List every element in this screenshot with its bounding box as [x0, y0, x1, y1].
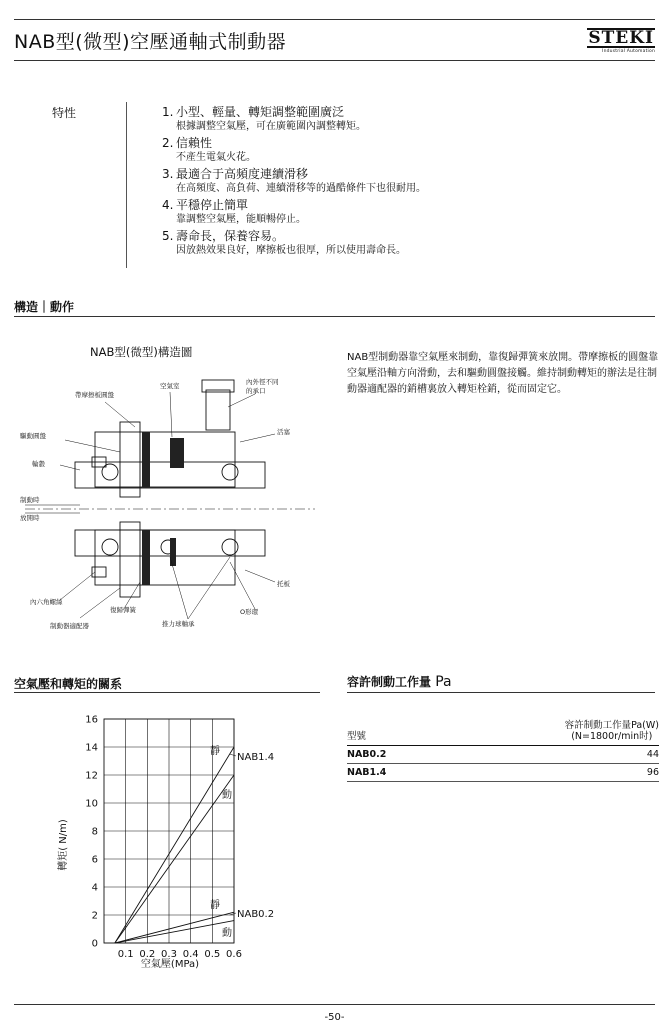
- workload-table: [347, 720, 659, 782]
- friction-plate-lower: [142, 530, 150, 585]
- structure-diagram: [20, 362, 320, 642]
- label-hex-bolt: 內六角螺絲: [30, 598, 63, 606]
- feature-desc: 不產生電氣火花。: [176, 152, 256, 163]
- feature-item: [162, 228, 632, 258]
- label-adapter: 制動器適配器: [50, 622, 89, 630]
- bearing-lower-left: [102, 539, 118, 555]
- chart-section-title: 空氣壓和轉矩的關系: [14, 677, 123, 691]
- feature-title: 小型、輕量、轉矩調整範圍廣泛: [176, 105, 345, 119]
- chart-ylabel: 轉矩( N/m): [58, 819, 69, 871]
- air-port-fitting: [206, 390, 230, 430]
- feature-item: [162, 104, 632, 134]
- header-rule-top: [14, 19, 655, 20]
- drive-disc-lower: [120, 522, 140, 597]
- annotation-nab14: NAB1.4: [237, 752, 275, 763]
- label-thrust-bearing: 推力球軸承: [162, 620, 195, 628]
- structure-section-rule: [14, 316, 655, 317]
- feature-item: [162, 197, 632, 227]
- features-list: [162, 104, 632, 259]
- chart-lines: [115, 747, 236, 943]
- piston-lower: [170, 538, 176, 566]
- x-tick-label: 0.4: [182, 949, 199, 960]
- feature-item: [162, 135, 632, 165]
- row-value: 44: [646, 749, 659, 760]
- label-port-line1: 內外徑不同: [246, 378, 279, 386]
- structure-section-title: 構造｜動作: [14, 300, 75, 314]
- label-braking: 制動時: [20, 496, 40, 504]
- feature-desc: 在高頻度、高負荷、連續滑移等的過酷條件下也很耐用。: [176, 183, 426, 194]
- hex-bolt-lower: [92, 567, 106, 577]
- table-row: [347, 764, 659, 782]
- feature-number: 3.: [162, 167, 174, 181]
- workload-title: 容許制動工作量: [347, 675, 432, 689]
- y-tick-label: 14: [85, 742, 98, 754]
- workload-unit: Pa: [435, 674, 452, 690]
- row-model: NAB0.2: [347, 749, 387, 760]
- feature-title: 最適合于高頻度連續滑移: [176, 167, 309, 181]
- annotation-static-nab14: 靜: [210, 746, 220, 757]
- feature-desc: 根據調整空氣壓，可在廣範圍內調整轉矩。: [176, 121, 366, 132]
- table-header: [347, 720, 659, 746]
- series-line: [115, 912, 234, 943]
- x-tick-label: 0.6: [226, 949, 242, 960]
- row-model: NAB1.4: [347, 767, 387, 778]
- footer-rule: [14, 1004, 655, 1005]
- piston-upper: [170, 438, 184, 468]
- bearing-upper-left: [102, 464, 118, 480]
- annotation-dynamic-nab02: 動: [222, 928, 232, 939]
- workload-section-title: [347, 673, 452, 690]
- series-line: [115, 747, 234, 943]
- page-title: NAB型(微型)空壓通軸式制動器: [14, 31, 287, 53]
- feature-number: 4.: [162, 198, 174, 212]
- bearing-upper-right: [222, 464, 238, 480]
- x-tick-label: 0.5: [204, 949, 221, 960]
- annotation-nab02: NAB0.2: [237, 909, 275, 920]
- label-return-spring: 復歸彈簧: [110, 606, 136, 614]
- col-value-line2: (N=1800r/min时): [571, 731, 653, 742]
- label-hub: 輪轂: [32, 460, 45, 468]
- features-divider: [126, 102, 127, 268]
- label-carrier: 托板: [277, 580, 290, 588]
- header-rule-bottom: [14, 60, 655, 61]
- col-value: [565, 720, 659, 742]
- chart-section-rule: [14, 692, 320, 693]
- leader-nab14: [230, 754, 236, 756]
- x-tick-label: 0.2: [139, 949, 156, 960]
- y-tick-label: 10: [85, 798, 98, 810]
- feature-title: 壽命長，保養容易。: [176, 229, 285, 243]
- x-tick-label: 0.1: [117, 949, 134, 960]
- friction-plate-upper: [142, 432, 150, 487]
- y-tick-label: 12: [85, 770, 98, 782]
- chart-xlabel: 空氣壓(MPa): [140, 959, 200, 970]
- features-label: 特性: [52, 106, 77, 120]
- x-tick-label: 0.3: [161, 949, 177, 960]
- feature-number: 2.: [162, 136, 174, 150]
- feature-item: [162, 166, 632, 196]
- y-tick-label: 16: [85, 714, 98, 726]
- logo-subtitle: Industrial Automation: [602, 49, 655, 54]
- housing-lower: [95, 530, 235, 585]
- feature-number: 5.: [162, 229, 174, 243]
- label-release: 放開時: [20, 514, 40, 522]
- logo-mark: STEKI: [588, 28, 654, 48]
- annotation-dynamic-nab14: 動: [222, 790, 232, 801]
- y-tick-label: 2: [91, 910, 98, 922]
- structure-description: NAB型制動器靠空氣壓來制動，靠復歸彈簧來放開。帶摩擦板的圓盤靠空氣壓沿軸方向滑動，去和驅動圓盤接觸。維持制動轉矩的辦法是往制動器適配器的銷槽裏放入轉矩栓銷，從而固定它。: [347, 352, 659, 395]
- label-drive-disc: 驅動圓盤: [20, 432, 46, 440]
- y-tick-label: 0: [91, 938, 98, 950]
- drive-disc-upper: [120, 422, 140, 497]
- label-oring: O形環: [240, 608, 259, 616]
- workload-section-rule: [347, 692, 655, 693]
- table-row: [347, 746, 659, 764]
- y-tick-label: 6: [91, 854, 98, 866]
- col-model: 型號: [347, 731, 367, 742]
- y-tick-label: 8: [91, 826, 98, 838]
- housing-upper: [95, 432, 235, 487]
- feature-title: 信賴性: [176, 136, 213, 150]
- page-number: -50-: [324, 1012, 345, 1023]
- bearing-lower-right: [222, 539, 238, 555]
- pressure-torque-chart: [60, 705, 300, 975]
- label-piston: 活塞: [277, 428, 290, 436]
- label-friction-disc: 帶摩擦板圓盤: [75, 391, 114, 399]
- feature-number: 1.: [162, 105, 174, 119]
- feature-desc: 靠調整空氣壓，能順暢停止。: [176, 214, 306, 225]
- feature-title: 平穩停止簡單: [176, 198, 249, 212]
- label-port-line2: 的承口: [246, 387, 266, 395]
- y-tick-label: 4: [91, 882, 98, 894]
- feature-desc: 因放熱效果良好，摩擦板也很厚，所以使用壽命長。: [176, 245, 406, 256]
- label-air-chamber: 空氣室: [160, 382, 180, 390]
- row-value: 96: [646, 767, 659, 778]
- annotation-static-nab02: 靜: [210, 900, 220, 911]
- brand-logo: [587, 28, 655, 54]
- col-value-line1: 容許制動工作量Pa(W): [564, 720, 659, 731]
- structure-diagram-caption: NAB型(微型)構造圖: [90, 345, 193, 359]
- series-line: [115, 921, 234, 943]
